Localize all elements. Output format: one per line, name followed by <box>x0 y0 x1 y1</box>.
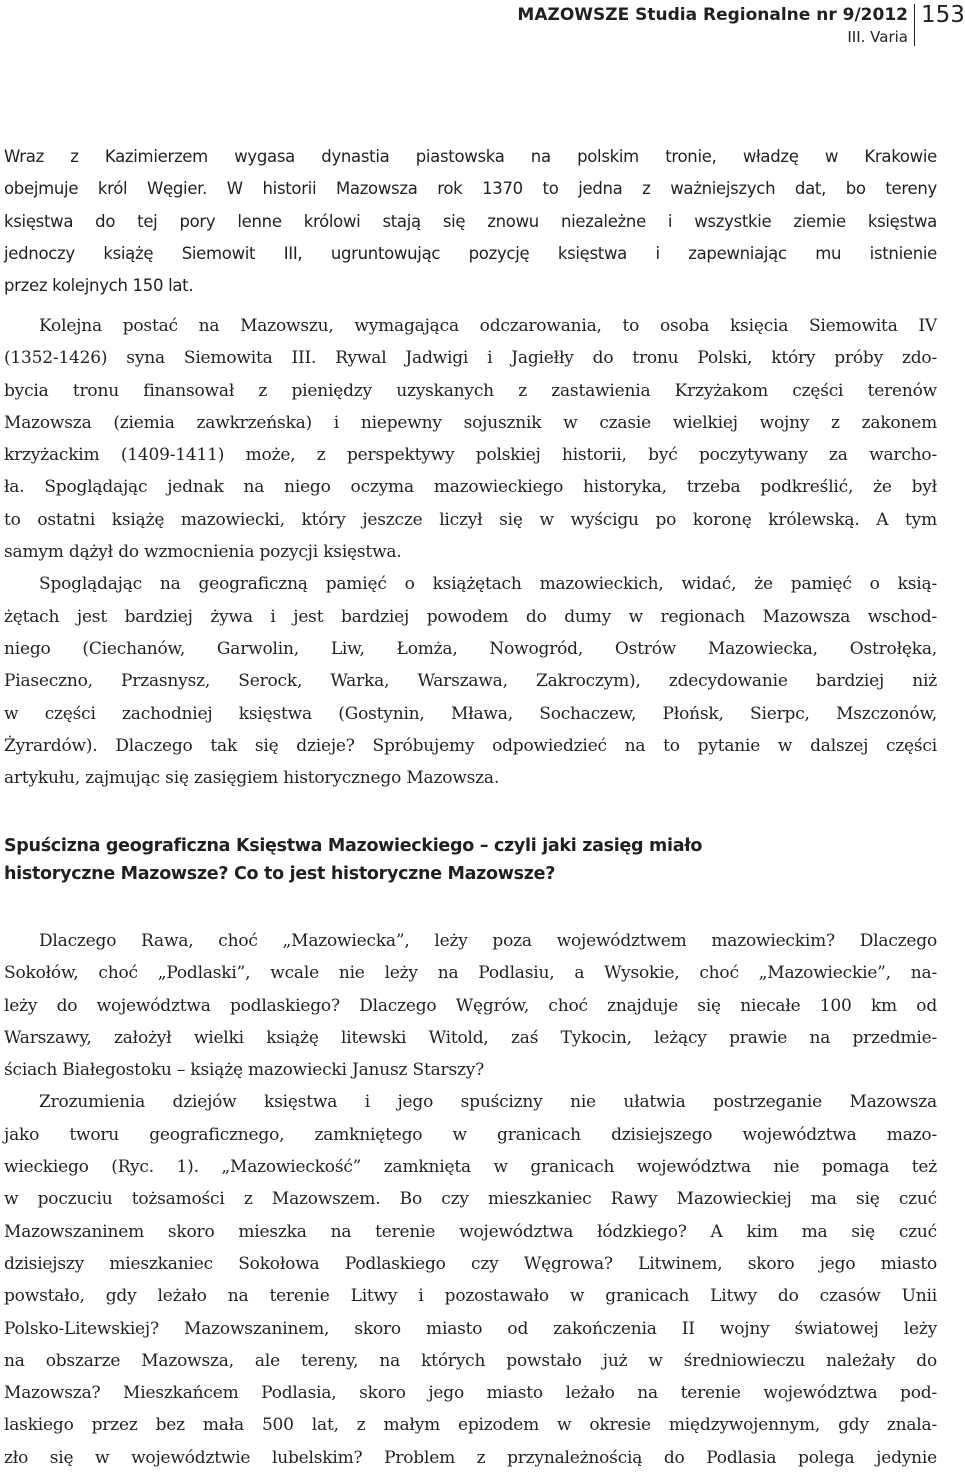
text-line: samym dążył do wzmocnienia pozycji księstwa. <box>4 542 402 563</box>
paragraph-geography <box>4 925 937 1474</box>
text-line: na obszarze Mazowsza, ale tereny, na których powstało już w średniowieczu należały do <box>4 1350 937 1371</box>
text-line: księstwa do tej pory lenne królowi stają się znowu niezależne i wszystkie ziemie księstwa <box>4 211 937 231</box>
running-head <box>517 4 908 48</box>
text-line <box>4 568 937 600</box>
text-line: (1352-1426) syna Siemowita III. Rywal Jadwigi i Jagiełły do tronu Polski, który próby zdo- <box>4 348 937 369</box>
text-line: leży do województwa podlaskiego? Dlaczego Węgrów, choć znajduje się niecałe 100 km od <box>4 995 937 1016</box>
paragraph-siemowit <box>4 310 937 794</box>
text-line: Sokołów, choć „Podlaski”, wcale nie leży na Podlasiu, a Wysokie, choć „Mazowieckie”, na- <box>4 963 937 984</box>
text-line: Warszawy, założył wielki książę litewski Witold, zaś Tykocin, leżący prawie na przedmie- <box>4 1027 937 1048</box>
text-line: to ostatni książę mazowiecki, który jeszcze liczył się w wyścigu po koronę królewską. A tym <box>4 509 937 530</box>
text-line: laskiego przez bez mała 500 lat, z małym epizodem w okresie międzywojennym, gdy znala- <box>4 1415 937 1436</box>
text-line: dzisiejszy mieszkaniec Sokołowa Podlaskiego czy Węgrowa? Litwinem, skoro jego miasto <box>4 1253 937 1274</box>
page-number: 153 <box>921 2 965 28</box>
text-line: w części zachodniej księstwa (Gostynin, Mława, Sochaczew, Płońsk, Sierpc, Mszczonów, <box>4 703 937 724</box>
text-span: Spoglądając na geograficzną pamięć o książętach mazowieckich, widać, że pamięć o ksią- <box>39 574 937 595</box>
text-line: żętach jest bardziej żywa i jest bardziej powodem do dumy w regionach Mazowsza wschod- <box>4 606 937 627</box>
text-span: Dlaczego Rawa, choć „Mazowiecka”, leży poza województwem mazowieckim? Dlaczego <box>39 931 937 951</box>
journal-title: MAZOWSZE Studia Regionalne nr 9/2012 <box>517 5 908 25</box>
text-line: ściach Białegostoku – książę mazowiecki Janusz Starszy? <box>4 1060 485 1081</box>
text-line: Mazowszaninem skoro mieszka na terenie województwa łódzkiego? A kim ma się czuć <box>4 1221 937 1242</box>
heading-line: historyczne Mazowsze? Co to jest historyczne Mazowsze? <box>4 864 556 884</box>
text-line: krzyżackim (1409-1411) może, z perspektywy polskiej historii, być poczytywany za warcho- <box>4 445 937 466</box>
text-line: Piaseczno, Przasnysz, Serock, Warka, Warszawa, Zakroczym), zdecydowanie bardziej niż <box>4 671 937 692</box>
text-line: Mazowsza (ziemia zawkrzeńska) i niepewny sojusznik w czasie wielkiej wojny z zakonem <box>4 412 937 433</box>
text-line: w poczuciu tożsamości z Mazowszem. Bo czy mieszkaniec Rawy Mazowieckiej ma się czuć <box>4 1189 937 1210</box>
text-line: jako tworu geograficznego, zamkniętego w granicach dzisiejszego województwa mazo- <box>4 1124 937 1145</box>
header-divider <box>914 4 915 46</box>
text-line: bycia tronu finansował z pieniędzy uzyskanych z zastawienia Krzyżakom części terenów <box>4 380 937 401</box>
text-line: przez kolejnych 150 lat. <box>4 276 194 296</box>
text-span: Zrozumienia dziejów księstwa i jego spuścizny nie ułatwia postrzeganie Mazowsza <box>39 1092 937 1113</box>
text-line: niego (Ciechanów, Garwolin, Liw, Łomża, Nowogród, Ostrów Mazowiecka, Ostrołęka, <box>4 638 937 659</box>
text-span: Kolejna postać na Mazowszu, wymagająca odczarowania, to osoba księcia Siemowita IV <box>39 316 937 336</box>
text-line <box>4 1086 937 1118</box>
text-line: jednoczy książę Siemowit III, ugruntowując pozycję księstwa i zapewniając mu istnienie <box>4 243 937 263</box>
text-line: powstało, gdy leżało na terenie Litwy i pozostawało w granicach Litwy do czasów Unii <box>4 1286 937 1307</box>
section-heading <box>4 832 702 888</box>
text-line: zło się w województwie lubelskim? Problem z przynależnością do Podlasia polega jedynie <box>4 1447 937 1468</box>
text-line: Mazowsza? Mieszkańcem Podlasia, skoro jego miasto leżało na terenie województwa pod- <box>4 1383 937 1404</box>
text-line <box>4 925 937 957</box>
text-line: ła. Spoglądając jednak na niego oczyma mazowieckiego historyka, trzeba podkreślić, że był <box>4 477 937 498</box>
heading-line: Spuścizna geograficzna Księstwa Mazowieckiego – czyli jaki zasięg miało <box>4 836 703 856</box>
paragraph-dynasty <box>4 141 937 302</box>
text-line <box>4 310 937 342</box>
text-line: obejmuje król Węgier. W historii Mazowsza rok 1370 to jedna z ważniejszych dat, bo tereny <box>4 179 937 199</box>
text-line: Żyrardów). Dlaczego tak się dzieje? Spróbujemy odpowiedzieć na to pytanie w dalszej części <box>4 735 937 756</box>
text-line: artykułu, zajmując się zasięgiem historycznego Mazowsza. <box>4 768 500 789</box>
text-line: Polsko-Litewskiej? Mazowszaninem, skoro miasto od zakończenia II wojny światowej leży <box>4 1318 937 1339</box>
section-label: III. Varia <box>847 28 908 46</box>
text-line: wieckiego (Ryc. 1). „Mazowieckość” zamknięta w granicach województwa nie pomaga też <box>4 1157 937 1178</box>
text-line: Wraz z Kazimierzem wygasa dynastia piastowska na polskim tronie, władzę w Krakowie <box>4 147 937 166</box>
